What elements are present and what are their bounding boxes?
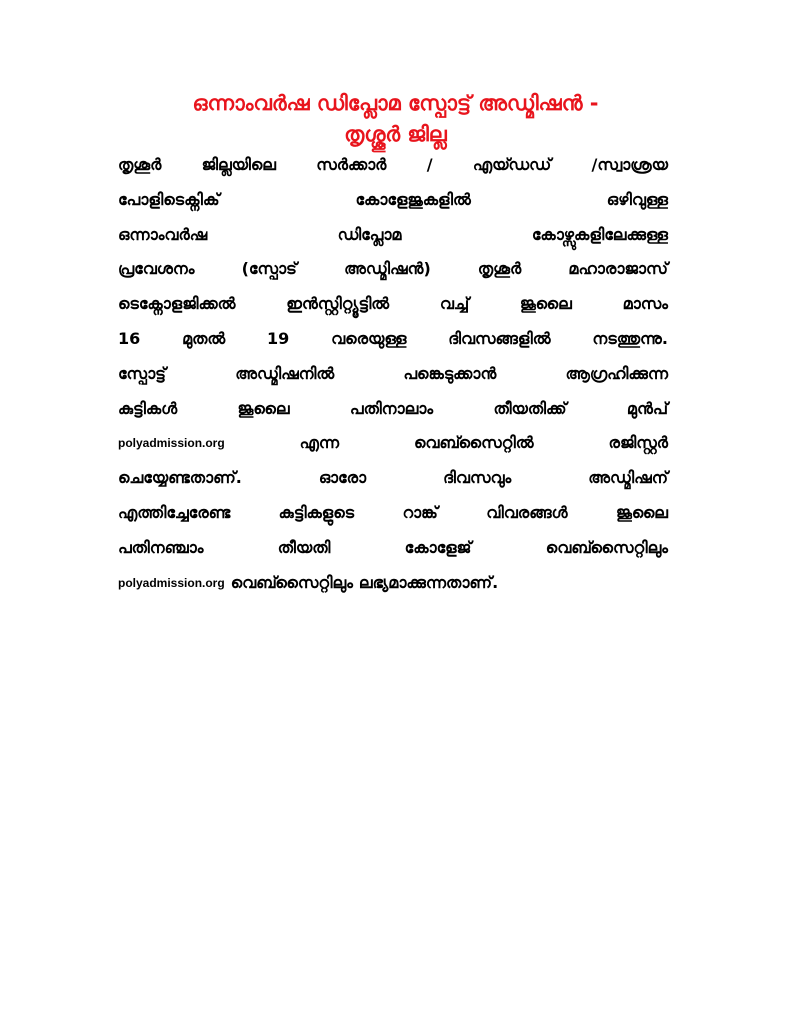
- paragraph-line: [118, 531, 668, 566]
- paragraph-word: ജൂലൈ: [519, 294, 572, 314]
- paragraph-word: എയ്ഡഡ്: [472, 155, 552, 174]
- paragraph-word: /: [426, 155, 433, 174]
- paragraph-word: ആഗ്രഹിക്കുന്ന: [565, 363, 668, 383]
- paragraph-word: 19: [267, 328, 290, 348]
- paragraph-line: [118, 252, 668, 287]
- paragraph-word: ജൂലൈ: [237, 398, 290, 418]
- paragraph-word: /സ്വാശ്രയ: [591, 155, 668, 174]
- paragraph-word: ദിവസങ്ങളിൽ: [448, 328, 551, 348]
- paragraph-word: അഡ്മിഷന്: [588, 468, 668, 488]
- paragraph-word: വരെയുള്ള: [331, 328, 407, 348]
- paragraph-line: [118, 392, 668, 427]
- paragraph-word: റാങ്ക്: [402, 502, 438, 522]
- paragraph-line: [118, 218, 668, 253]
- paragraph-word: തീയതി: [277, 537, 331, 557]
- paragraph-word: ഒഴിവുള്ള: [606, 189, 668, 209]
- paragraph-line: [118, 496, 668, 531]
- paragraph-word: ജൂലൈ: [615, 502, 668, 522]
- paragraph-word: വെബ്സൈറ്റിലും: [545, 537, 668, 557]
- paragraph-word: ഇൻസ്റ്റിറ്റ്യൂട്ടിൽ: [286, 294, 390, 314]
- paragraph-word: ഓരോ: [318, 468, 367, 488]
- paragraph-word: തൃശൂർ: [477, 259, 522, 279]
- paragraph-word: വച്ച്: [439, 294, 470, 314]
- paragraph-line: [118, 426, 668, 461]
- paragraph-word: സ്പോട്ട്: [118, 363, 166, 383]
- paragraph-word: കുട്ടികളുടെ: [278, 502, 355, 522]
- title-line-2: തൃശ്ശൂർ ജില്ല: [344, 122, 447, 146]
- title-line-1: ഒന്നാംവർഷ ഡിപ്ലോമ സ്പോട്ട് അഡ്മിഷൻ -: [192, 91, 599, 115]
- document-body: [118, 148, 668, 600]
- paragraph-line: [118, 461, 668, 496]
- paragraph-word: polyadmission.org: [118, 575, 225, 590]
- paragraph-word: എത്തിച്ചേരേണ്ട: [118, 502, 231, 522]
- paragraph-word: അഡ്മിഷനിൽ: [235, 363, 335, 383]
- paragraph-word: (സ്പോട്: [241, 259, 297, 279]
- paragraph-word: വെബ്സൈറ്റിൽ: [413, 433, 534, 453]
- paragraph-word: മുൻപ്: [626, 398, 668, 418]
- paragraph-word: മഹാരാജാസ്: [568, 259, 668, 279]
- paragraph-word: കോഴ്സുകളിലേക്കുള്ള: [531, 224, 668, 244]
- paragraph-line: [118, 566, 668, 601]
- paragraph-line: [118, 357, 668, 392]
- paragraph-word: കുട്ടികൾ: [118, 398, 178, 418]
- paragraph-word: കോളേജുകളിൽ: [355, 189, 471, 209]
- paragraph-word: വിവരങ്ങൾ: [486, 502, 568, 522]
- paragraph-word: രജിസ്റ്റർ: [608, 433, 668, 453]
- paragraph-word: ദിവസവും: [443, 468, 512, 488]
- paragraph-word: നടത്തുന്നു.: [592, 328, 668, 348]
- paragraph-word: എന്ന: [299, 433, 340, 453]
- paragraph-word: പതിനഞ്ചാം: [118, 537, 204, 557]
- paragraph-word: ലഭ്യമാക്കുന്നതാണ്.: [358, 572, 499, 592]
- paragraph-word: മാസം: [622, 294, 668, 314]
- paragraph-line: [118, 183, 668, 218]
- paragraph-word: തൃശൂർ: [118, 155, 162, 174]
- paragraph-word: ഡിപ്ലോമ: [337, 224, 402, 244]
- paragraph-word: മുതൽ: [182, 328, 226, 348]
- document-title: [110, 88, 681, 150]
- paragraph-line: [118, 148, 668, 183]
- paragraph-word: polyadmission.org: [118, 436, 225, 451]
- paragraph-word: പോളിടെക്നിക്: [118, 189, 220, 209]
- paragraph-word: പങ്കെടുക്കാൻ: [403, 363, 497, 383]
- paragraph-word: ചെയ്യേണ്ടതാണ്.: [118, 468, 242, 488]
- paragraph-word: കോളേജ്: [404, 537, 472, 557]
- paragraph-word: ടെക്നോളജിക്കൽ: [118, 294, 236, 314]
- paragraph-word: അഡ്മിഷൻ): [344, 259, 431, 279]
- paragraph-word: 16: [118, 328, 141, 348]
- paragraph-word: സർക്കാർ: [316, 155, 387, 174]
- paragraph-word: വെബ്സൈറ്റിലും: [230, 572, 353, 592]
- paragraph-word: ഒന്നാംവർഷ: [118, 224, 208, 244]
- paragraph-word: പതിനാലാം: [349, 398, 434, 418]
- paragraph-line: [118, 287, 668, 322]
- paragraph-word: പ്രവേശനം: [118, 259, 195, 279]
- paragraph-word: ജില്ലയിലെ: [201, 155, 276, 174]
- paragraph-line: [118, 322, 668, 357]
- paragraph-word: തീയതിക്ക്: [493, 398, 567, 418]
